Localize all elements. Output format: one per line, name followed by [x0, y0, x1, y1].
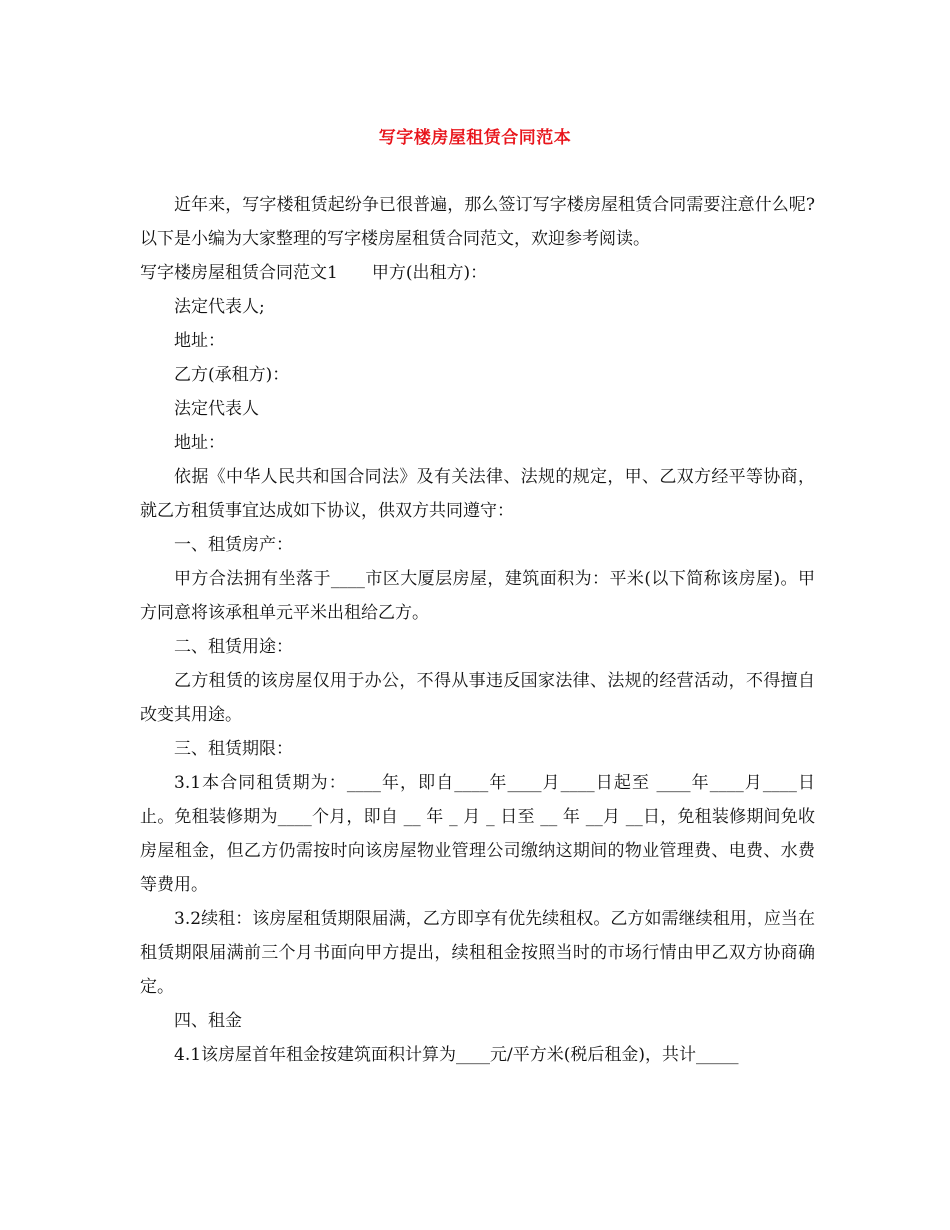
paragraph: 乙方租赁的该房屋仅用于办公，不得从事违反国家法律、法规的经营活动，不得擅自改变其用途。: [140, 671, 815, 725]
section-heading: 四、租金: [174, 1011, 242, 1031]
section-heading: 一、租赁房产：: [174, 535, 293, 555]
paragraph: 乙方(承租方)：: [174, 365, 290, 385]
paragraph: 依据《中华人民共和国合同法》及有关法律、法规的规定，甲、乙双方经平等协商，就乙方租赁事宜达成如下协议，供双方共同遵守：: [140, 467, 815, 521]
section-heading: 三、租赁期限：: [174, 739, 293, 759]
paragraph: 地址：: [174, 331, 225, 351]
paragraph: 3.1本合同租赁期为：____年，即自____年____月____日起至 ____年____月____日止。免租装修期为____个月，即自 __ 年 _ 月 _ 日至 __ 年 __月 __日，免租装修期间免收房屋租金，但乙方仍需按时向该房屋物业管理公司缴纳这期间的物业管理费、电费、水费等费用。: [140, 773, 815, 895]
paragraph: 写字楼房屋租赁合同范文1 甲方(出租方)：: [140, 263, 488, 283]
paragraph: 4.1该房屋首年租金按建筑面积计算为____元/平方米(税后租金)，共计_____: [174, 1045, 739, 1065]
paragraph: 法定代表人: [174, 399, 259, 419]
paragraph: 甲方合法拥有坐落于____市区大厦层房屋，建筑面积为：平米(以下简称该房屋)。甲方同意将该承租单元平米出租给乙方。: [140, 569, 815, 623]
paragraph: 近年来，写字楼租赁起纷争已很普遍，那么签订写字楼房屋租赁合同需要注意什么呢?以下是小编为大家整理的写字楼房屋租赁合同范文，欢迎参考阅读。: [140, 195, 815, 249]
paragraph: 3.2续租：该房屋租赁期限届满，乙方即享有优先续租权。乙方如需继续租用，应当在租赁期限届满前三个月书面向甲方提出，续租租金按照当时的市场行情由甲乙双方协商确定。: [140, 909, 815, 997]
paragraph: 法定代表人;: [174, 297, 265, 317]
paragraph: 地址：: [174, 433, 225, 453]
document-title: 写字楼房屋租赁合同范本: [378, 128, 572, 148]
document-body: [140, 188, 815, 1072]
section-heading: 二、租赁用途：: [174, 637, 293, 657]
